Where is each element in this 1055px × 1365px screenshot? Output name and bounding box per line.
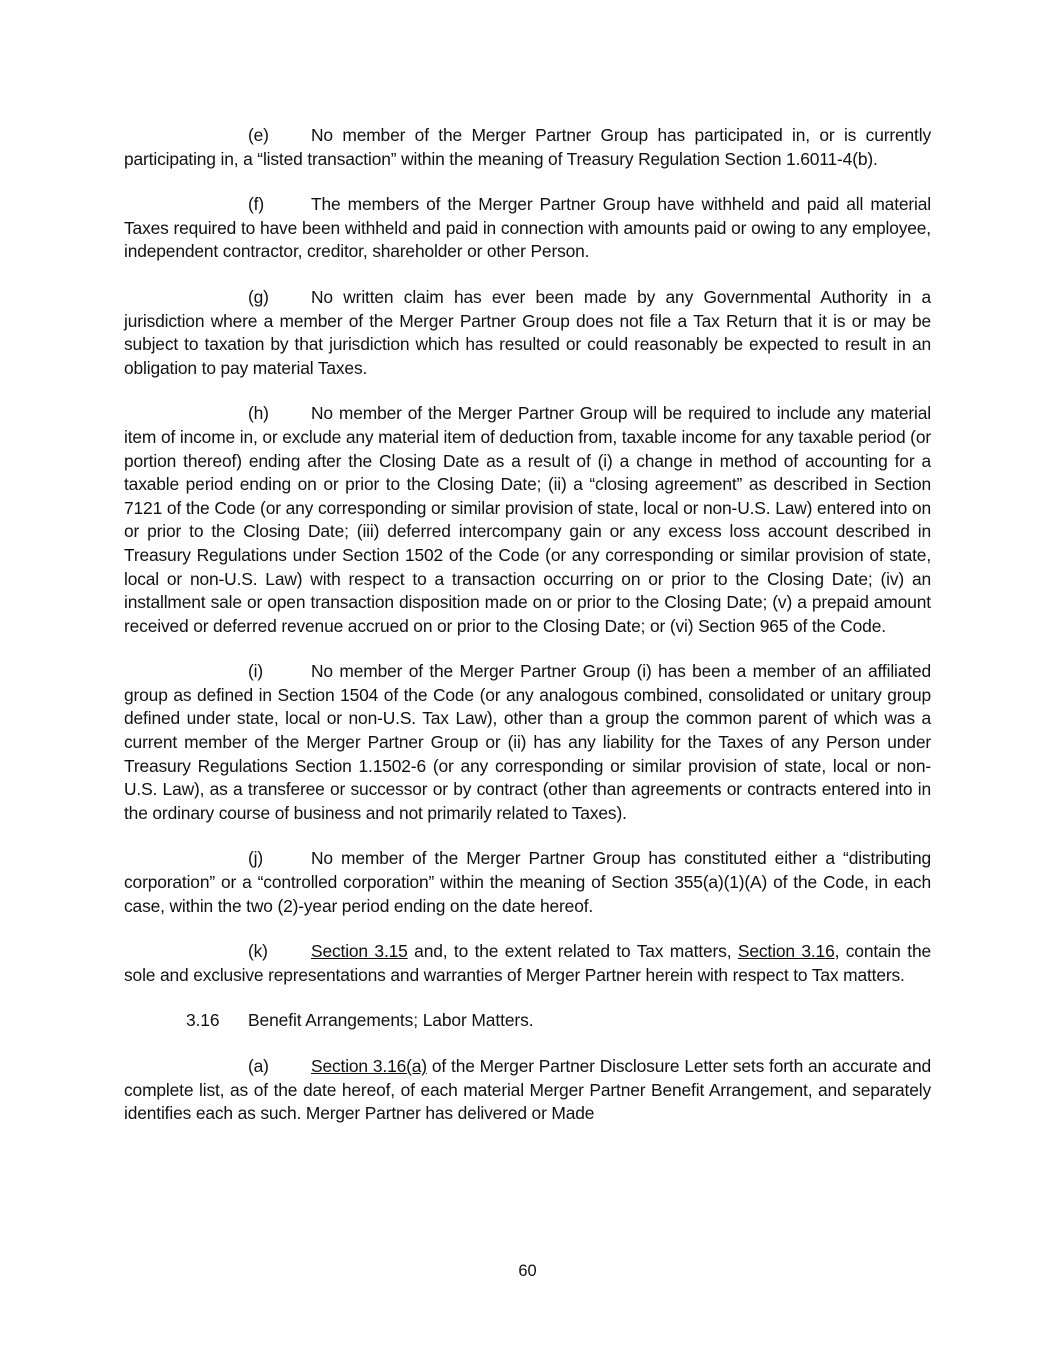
section-heading — [124, 1009, 931, 1033]
section-reference-link[interactable]: Section 3.15 — [311, 941, 408, 962]
paragraph-marker: (f) — [248, 194, 264, 215]
paragraph-text: No member of the Merger Partner Group has participated in, or is currently participating in, a “listed transaction” within the meaning of Treasury Regulation Section 1.6011-4(b). — [124, 125, 931, 169]
paragraph-marker: (k) — [248, 941, 268, 962]
section-reference-link[interactable]: Section 3.16 — [737, 941, 835, 962]
paragraph-marker: (a) — [248, 1056, 269, 1076]
paragraph-text: No member of the Merger Partner Group will be required to include any material item of income in, or exclude any material item of deduction from, taxable income for any taxable period (or portion thereof) ending after the Closing Date as a result of (i) a change in method of accounting for a taxable period ending on or prior to the Closing Date; (ii) a “closing agreement” as described in Section 7121 of the Code (or any corresponding or similar provision of state, local or non-U.S. Law) entered into on or prior to the Closing Date; (iii) deferred intercompany gain or any excess loss account described in Treasury Regulations under Section 1502 of the Code (or any corresponding or similar provision of state, local or non-U.S. Law) with respect to a transaction occurring on or prior to the Closing Date; (iv) an installment sale or open transaction disposition made on or prior to the Closing Date; (v) a prepaid amount received or deferred revenue accrued on or prior to the Closing Date; or (vi) Section 965 of the Code. — [124, 403, 931, 636]
paragraph-text: of the Merger Partner Disclosure Letter sets forth an accurate and complete list, as of the date hereof, of each material Merger Partner Benefit Arrangement, and separately identifies each as such. Merger Partner has delivered or Made — [124, 1056, 931, 1124]
paragraph-text: , contain the sole and exclusive representations and warranties of Merger Partner herein with respect to Tax matters. — [124, 941, 931, 985]
section-reference-link[interactable]: Section 3.16(a) — [311, 1056, 427, 1076]
paragraph-h — [124, 402, 931, 638]
paragraph-i — [124, 660, 931, 825]
paragraph-marker: (e) — [248, 125, 269, 145]
paragraph-marker: (h) — [248, 403, 269, 424]
paragraph-text: No written claim has ever been made by any Governmental Authority in a jurisdiction where a member of the Merger Partner Group does not file a Tax Return that it is or may be subject to taxation by that jurisdiction which has resulted or could reasonably be expected to result in an obligation to pay material Taxes. — [124, 286, 931, 378]
section-number: 3.16 — [186, 1010, 220, 1031]
paragraph-marker: (j) — [248, 848, 263, 869]
paragraph-k — [124, 940, 931, 987]
paragraph-text: No member of the Merger Partner Group has constituted either a “distributing corporation” or a “controlled corporation” within the meaning of Section 355(a)(1)(A) of the Code, in each case, within the two (2)-year period ending on the date hereof. — [124, 848, 931, 916]
paragraph-text: The members of the Merger Partner Group have withheld and paid all material Taxes required to have been withheld and paid in connection with amounts paid or owing to any employee, independent contractor, creditor, shareholder or other Person. — [124, 194, 931, 262]
page-number: 60 — [518, 1262, 537, 1280]
paragraph-e — [124, 124, 931, 171]
paragraph-marker: (g) — [248, 286, 269, 307]
paragraph-text: and, to the extent related to Tax matters, — [407, 941, 738, 962]
paragraph-text: No member of the Merger Partner Group (i) has been a member of an affiliated group as defined in Section 1504 of the Code (or any analogous combined, consolidated or unitary group defined under state, local or non-U.S. Tax Law), other than a group the common parent of which was a current member of the Merger Partner Group or (ii) has any liability for the Taxes of any Person under Treasury Regulations Section 1.1502-6 (or any corresponding or similar provision of state, local or non-U.S. Law), as a transferee or successor or by contract (other than agreements or contracts entered into in the ordinary course of business and not primarily related to Taxes). — [124, 661, 931, 823]
paragraph-j — [124, 847, 931, 918]
document-page — [124, 124, 931, 1148]
paragraph-marker: (i) — [248, 661, 263, 682]
paragraph-g — [124, 286, 931, 380]
paragraph-f — [124, 193, 931, 264]
paragraph-a — [124, 1055, 931, 1126]
section-title: Benefit Arrangements; Labor Matters. — [248, 1010, 534, 1031]
